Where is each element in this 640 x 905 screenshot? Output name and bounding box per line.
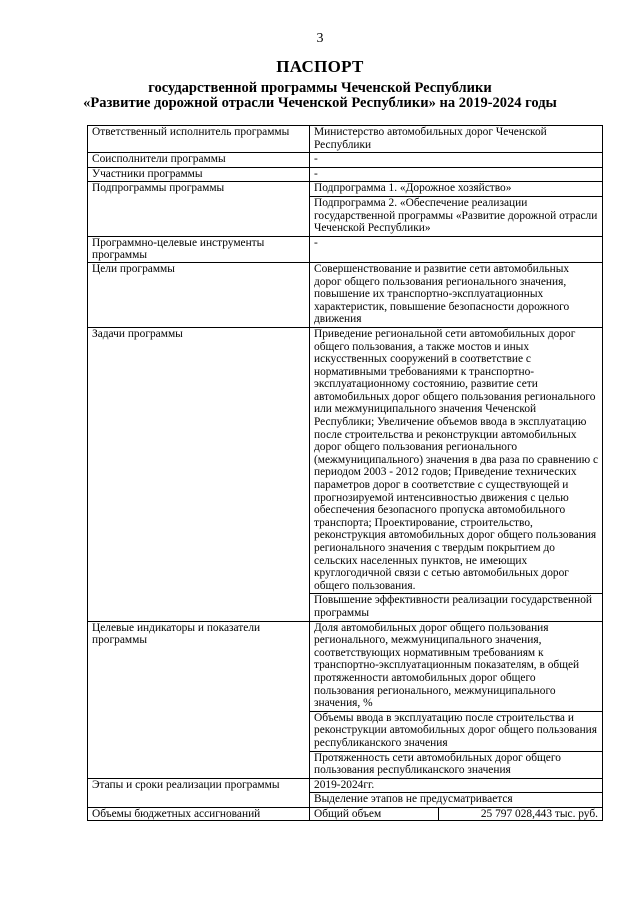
split-value-amount: 25 797 028,443 тыс. руб. — [438, 808, 602, 821]
row-label: Ответственный исполнитель программы — [88, 126, 310, 153]
row-value-cell — [310, 182, 603, 236]
row-value: Повышение эффективности реализации государственной программы — [314, 594, 593, 619]
row-value-cell — [310, 153, 603, 168]
row-label: Участники программы — [88, 167, 310, 182]
row-label: Задачи программы — [88, 327, 310, 621]
row-label: Подпрограммы программы — [88, 182, 310, 236]
row-value-cell — [310, 807, 603, 821]
document-subtitle — [60, 81, 580, 111]
row-label: Объемы бюджетных ассигнований — [88, 807, 310, 821]
page-number: 3 — [316, 31, 324, 46]
row-label: Целевые индикаторы и показатели программы — [88, 621, 310, 778]
document-title: ПАСПОРТ — [276, 57, 364, 76]
row-label: Цели программы — [88, 262, 310, 327]
row-value: - — [314, 153, 318, 166]
row-value-cell — [310, 778, 603, 807]
row-value: 2019-2024гг. — [310, 779, 602, 794]
row-value: Приведение региональной сети автомобильных дорог общего пользования, а также мостов и иных искусственных сооружений в соответствие с нормативными требованиями к транспортно-эксплуатационному состоянию, развитие сети автомобильных дорог общего пользования регионального или межмуниципального значения Чеченской Республики; Увеличение объемов ввода в эксплуатацию после строительства и реконструкции автомобильных дорог общего пользования регионального (межмуниципального) значения в два раза по сравнению с периодом 2003 - 2012 годов; Приведение технических параметров дорог в соответствие с существующей и прогнозируемой интенсивностью движения с целью обеспечения безопасного пропуска автомобильного транспорта; Проектирование, строительство, реконструкция автомобильных дорог общего пользования регионального значения с твердым покрытием до сельских населенных пунктов, не имеющих круглогодичной связи с сетью автомобильных дорог общего пользования. — [310, 328, 602, 594]
passport-table — [87, 125, 603, 821]
row-value: Выделение этапов не предусматривается — [314, 793, 513, 806]
subtitle-line-1: государственной программы Чеченской Республики — [148, 80, 492, 96]
row-value: Подпрограмма 1. «Дорожное хозяйство» — [310, 182, 602, 197]
row-value: Доля автомобильных дорог общего пользования регионального, межмуниципального значения, соответствующих нормативным требованиям к транспортно-эксплуатационным показателям, в общей протяженности автомобильных дорог общего пользования регионального, межмуниципального значения, % — [310, 622, 602, 712]
row-value-cell — [310, 262, 603, 327]
row-value-cell — [310, 327, 603, 621]
table-row — [88, 182, 603, 236]
row-value: - — [314, 167, 318, 180]
passport-table-body — [88, 126, 603, 821]
table-row — [88, 236, 603, 262]
split-value — [310, 808, 602, 821]
table-row — [88, 126, 603, 153]
table-row — [88, 621, 603, 778]
table-row — [88, 153, 603, 168]
table-row — [88, 327, 603, 621]
row-value: Совершенствование и развитие сети автомобильных дорог общего пользования регионального значения, повышение их транспортно-эксплуатационных характеристик, повышение безопасности дорожного движения — [314, 262, 570, 326]
row-value: Подпрограмма 2. «Обеспечение реализации государственной программы «Развитие дорожной отрасли Чеченской Республики» — [314, 196, 598, 235]
row-value-cell — [310, 126, 603, 153]
subtitle-line-2: «Развитие дорожной отрасли Чеченской Республики» на 2019-2024 годы — [83, 95, 557, 111]
row-value: Объемы ввода в эксплуатацию после строительства и реконструкции автомобильных дорог общего пользования республиканского значения — [310, 712, 602, 752]
row-value: - — [314, 236, 318, 249]
row-label: Соисполнители программы — [88, 153, 310, 168]
table-row — [88, 807, 603, 821]
row-label: Программно-целевые инструменты программы — [88, 236, 310, 262]
table-row — [88, 262, 603, 327]
table-row — [88, 167, 603, 182]
row-value: Министерство автомобильных дорог Чеченской Республики — [314, 126, 547, 151]
row-value-cell — [310, 621, 603, 778]
table-row — [88, 778, 603, 807]
row-value: Протяженность сети автомобильных дорог общего пользования республиканского значения — [314, 751, 561, 777]
split-value-label: Общий объем — [314, 807, 382, 820]
row-label: Этапы и сроки реализации программы — [88, 778, 310, 807]
row-value-cell — [310, 167, 603, 182]
row-value-cell — [310, 236, 603, 262]
